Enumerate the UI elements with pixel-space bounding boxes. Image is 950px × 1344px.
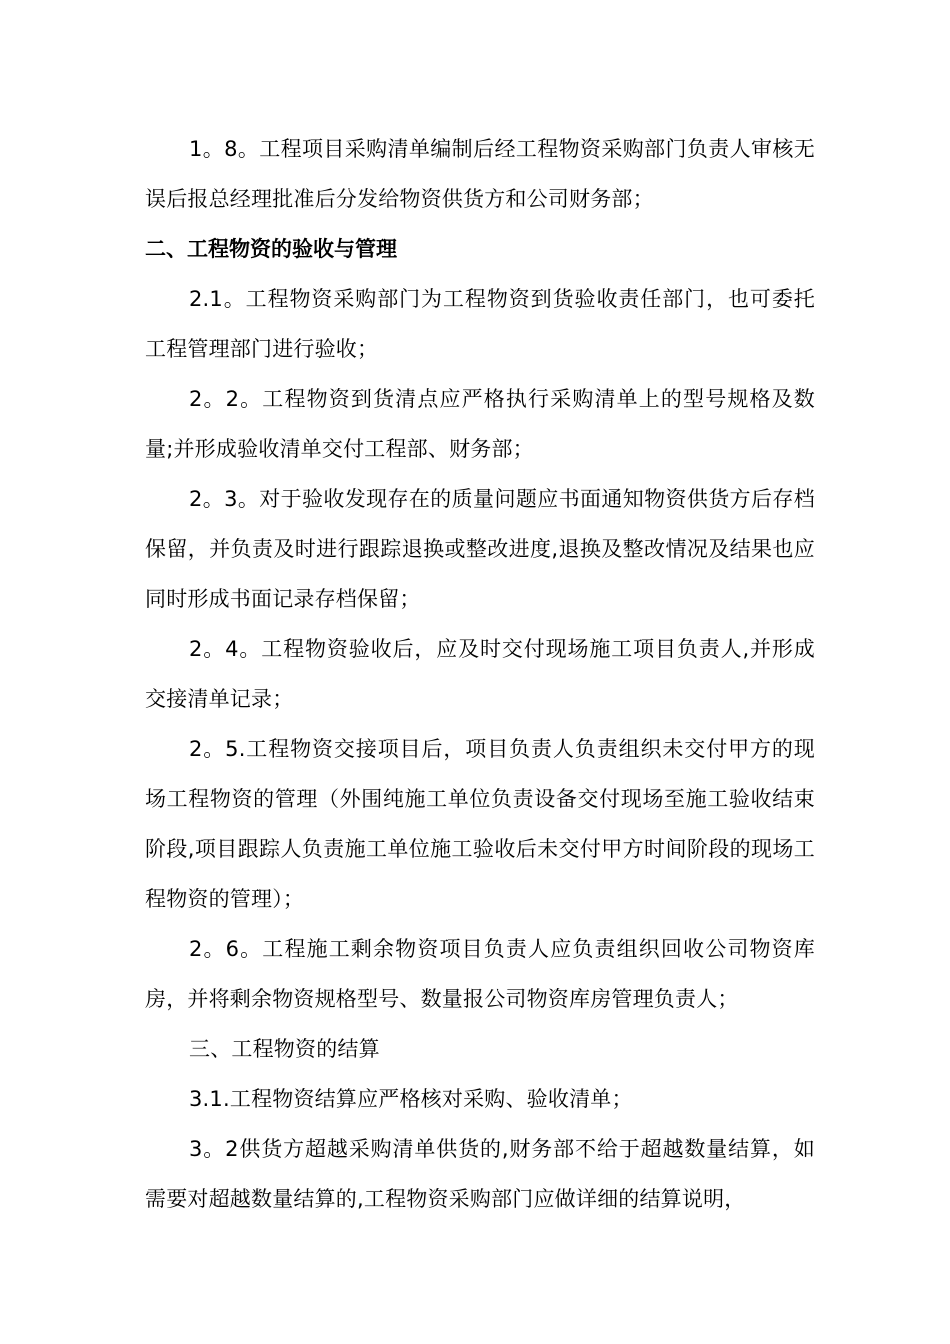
paragraph-2-3: 2。3。对于验收发现存在的质量问题应书面通知物资供货方后存档保留，并负责及时进行跟踪退换或整改进度,退换及整改情况及结果也应同时形成书面记录存档保留； <box>145 487 815 611</box>
section-heading-3: 三、工程物资的结算 <box>189 1037 380 1061</box>
paragraph-2-4: 2。4。工程物资验收后，应及时交付现场施工项目负责人,并形成交接清单记录； <box>145 637 815 711</box>
paragraph-2-1: 2.1。工程物资采购部门为工程物资到货验收责任部门，也可委托工程管理部门进行验收； <box>145 287 815 361</box>
document-body <box>145 124 815 1224</box>
paragraph-2-2: 2。2。工程物资到货清点应严格执行采购清单上的型号规格及数量;并形成验收清单交付工程部、财务部； <box>145 387 815 461</box>
section-heading-2: 二、工程物资的验收与管理 <box>145 237 397 261</box>
paragraph-2-6: 2。6。工程施工剩余物资项目负责人应负责组织回收公司物资库房，并将剩余物资规格型号、数量报公司物资库房管理负责人； <box>145 937 815 1011</box>
paragraph-2-5: 2。5.工程物资交接项目后，项目负责人负责组织未交付甲方的现场工程物资的管理（外围纯施工单位负责设备交付现场至施工验收结束阶段,项目跟踪人负责施工单位施工验收后未交付甲方时间阶段的现场工程物资的管理）； <box>145 737 815 911</box>
paragraph-3-1: 3.1.工程物资结算应严格核对采购、验收清单； <box>189 1087 633 1111</box>
paragraph-3-2: 3。2供货方超越采购清单供货的,财务部不给于超越数量结算，如需要对超越数量结算的,工程物资采购部门应做详细的结算说明， <box>145 1137 815 1211</box>
paragraph-1-8: 1。8。工程项目采购清单编制后经工程物资采购部门负责人审核无误后报总经理批准后分发给物资供货方和公司财务部； <box>145 137 815 211</box>
